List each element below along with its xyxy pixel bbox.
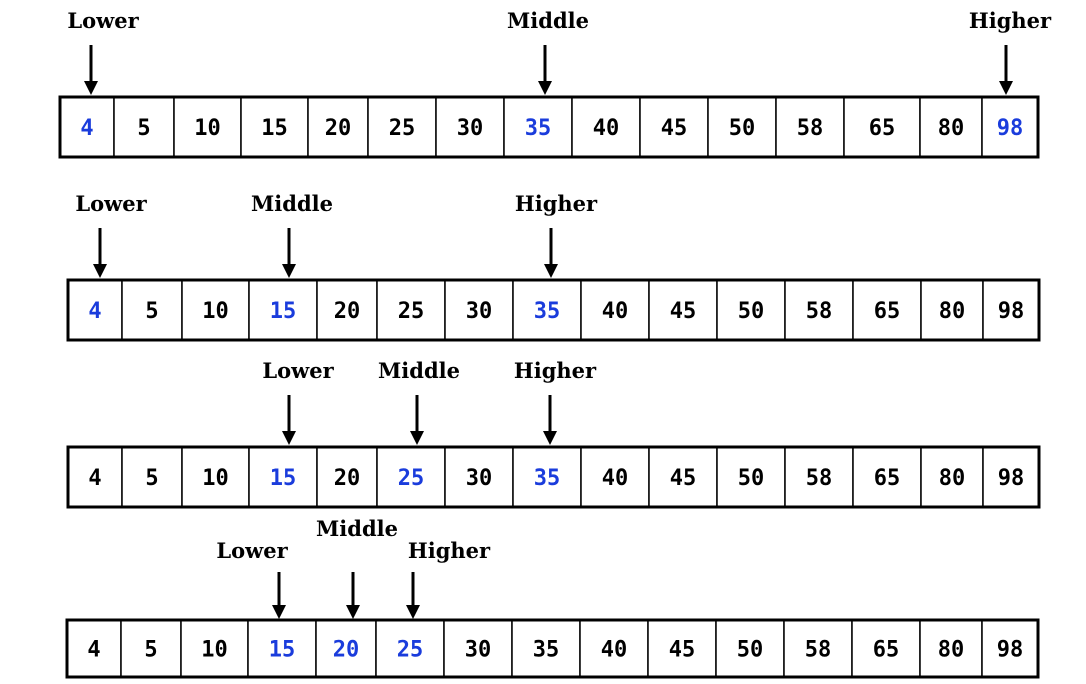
cell-value: 40 [601,466,629,491]
array-cell [649,447,717,507]
cell-value: 50 [737,466,765,491]
cell-value: 4 [88,299,102,324]
array-cell [512,620,580,677]
array-cell [67,620,121,677]
cell-value: 5 [145,299,159,324]
pointer-label: Higher [514,191,598,216]
array-cell [445,447,513,507]
array-cell [248,620,316,677]
array-cell [182,447,249,507]
array-cell [983,280,1039,340]
array-cell [376,620,444,677]
cell-value: 30 [465,466,493,491]
cell-value: 15 [269,466,297,491]
array-cell [249,447,317,507]
pointer-lower [262,358,334,445]
pointer-label: Lower [262,358,334,383]
array-cell [853,447,921,507]
down-arrow-icon [538,81,552,95]
cell-value: 30 [465,299,493,324]
cell-value: 58 [805,466,833,491]
array-cell [708,97,776,157]
cell-value: 4 [87,637,101,663]
array-cell [513,447,581,507]
cell-value: 40 [601,299,629,324]
array-cell [316,620,376,677]
pointer-lower [75,191,147,278]
down-arrow-icon [406,605,420,619]
cell-value: 58 [805,299,833,324]
array-cell [377,447,445,507]
array-cell [921,280,983,340]
cell-value: 40 [600,637,628,663]
pointer-higher [969,8,1052,95]
array-cell [368,97,436,157]
cell-value: 10 [201,637,228,663]
down-arrow-icon [282,264,296,278]
cell-value: 15 [261,116,288,141]
pointer-higher [515,191,598,278]
pointer-middle [507,8,589,95]
array-cell [581,280,649,340]
pointer-label: Higher [513,358,597,383]
cell-value: 35 [524,116,552,141]
cell-value: 25 [396,637,424,663]
pointer-label: Lower [67,8,139,33]
array-cell [717,280,785,340]
cell-value: 98 [997,466,1025,491]
array-cell [920,620,982,677]
cell-value: 35 [533,299,561,324]
cell-value: 5 [145,466,159,491]
pointer-label: Higher [407,538,491,563]
array-cell [317,447,377,507]
pointer-lower [67,8,139,95]
step-row-3 [68,358,1039,507]
array-cell [60,97,114,157]
pointer-label: Lower [216,538,288,563]
pointer-higher [514,358,597,445]
cell-value: 10 [194,116,221,141]
step-row-4 [67,516,1038,677]
pointer-middle [378,358,460,445]
cell-value: 45 [660,116,688,141]
pointer-label: Middle [251,191,333,216]
pointer-label: Middle [316,516,398,541]
cell-value: 58 [804,637,832,663]
array-cell [241,97,308,157]
array-cell [317,280,377,340]
pointer-label: Middle [378,358,460,383]
cell-value: 40 [592,116,620,141]
array-cell [580,620,648,677]
array-cell [68,447,122,507]
down-arrow-icon [282,431,296,445]
array-cell [716,620,784,677]
cell-value: 4 [80,116,94,141]
down-arrow-icon [544,264,558,278]
cell-value: 65 [872,637,900,663]
cell-value: 25 [397,299,425,324]
array-cell [853,280,921,340]
array-cell [122,280,182,340]
pointer-higher [406,538,491,619]
pointer-middle [251,191,333,278]
step-row-1 [60,8,1052,157]
cell-value: 5 [137,116,151,141]
array-cell [921,447,983,507]
cell-value: 80 [937,116,965,141]
cell-value: 65 [873,299,901,324]
cell-value: 45 [669,466,697,491]
cell-value: 35 [532,637,560,663]
pointer-middle [316,516,398,619]
cell-value: 98 [997,299,1025,324]
cell-value: 45 [668,637,696,663]
pointer-label: Middle [507,8,589,33]
array-cell [504,97,572,157]
array-cell [436,97,504,157]
cell-value: 98 [996,637,1024,663]
cell-value: 25 [397,466,425,491]
array-cell [308,97,368,157]
array-cell [784,620,852,677]
cell-value: 80 [938,466,966,491]
pointer-label: Higher [968,8,1052,33]
array-cell [982,620,1038,677]
pointer-label: Lower [75,191,147,216]
array-cell [920,97,982,157]
array-cell [174,97,241,157]
down-arrow-icon [346,605,360,619]
cell-value: 4 [88,466,102,491]
array-cell [121,620,181,677]
array-cell [785,447,853,507]
cell-value: 30 [464,637,492,663]
down-arrow-icon [543,431,557,445]
cell-value: 45 [669,299,697,324]
array-cell [983,447,1039,507]
array-cell [640,97,708,157]
array-cell [122,447,182,507]
cell-value: 10 [202,466,229,491]
array-cell [182,280,249,340]
cell-value: 80 [938,299,966,324]
cell-value: 65 [868,116,896,141]
array-cell [785,280,853,340]
cell-value: 20 [332,637,360,663]
cell-value: 15 [268,637,296,663]
array-cell [68,280,122,340]
array-cell [114,97,174,157]
down-arrow-icon [93,264,107,278]
cell-value: 20 [333,466,361,491]
down-arrow-icon [84,81,98,95]
cell-value: 50 [736,637,764,663]
cell-value: 50 [728,116,756,141]
array-cell [444,620,512,677]
cell-value: 20 [324,116,352,141]
array-cell [717,447,785,507]
array-cell [844,97,920,157]
pointer-lower [216,538,288,619]
array-cell [181,620,248,677]
cell-value: 98 [996,116,1024,141]
cell-value: 10 [202,299,229,324]
array-cell [852,620,920,677]
array-cell [982,97,1038,157]
down-arrow-icon [999,81,1013,95]
array-cell [513,280,581,340]
down-arrow-icon [272,605,286,619]
cell-value: 15 [269,299,297,324]
cell-value: 65 [873,466,901,491]
cell-value: 58 [796,116,824,141]
cell-value: 25 [388,116,416,141]
down-arrow-icon [410,431,424,445]
array-cell [377,280,445,340]
cell-value: 35 [533,466,561,491]
cell-value: 5 [144,637,158,663]
cell-value: 20 [333,299,361,324]
array-cell [572,97,640,157]
array-cell [649,280,717,340]
array-cell [249,280,317,340]
step-row-2 [68,191,1039,340]
cell-value: 30 [456,116,484,141]
array-cell [648,620,716,677]
cell-value: 50 [737,299,765,324]
array-cell [445,280,513,340]
array-cell [581,447,649,507]
cell-value: 80 [937,637,965,663]
array-cell [776,97,844,157]
